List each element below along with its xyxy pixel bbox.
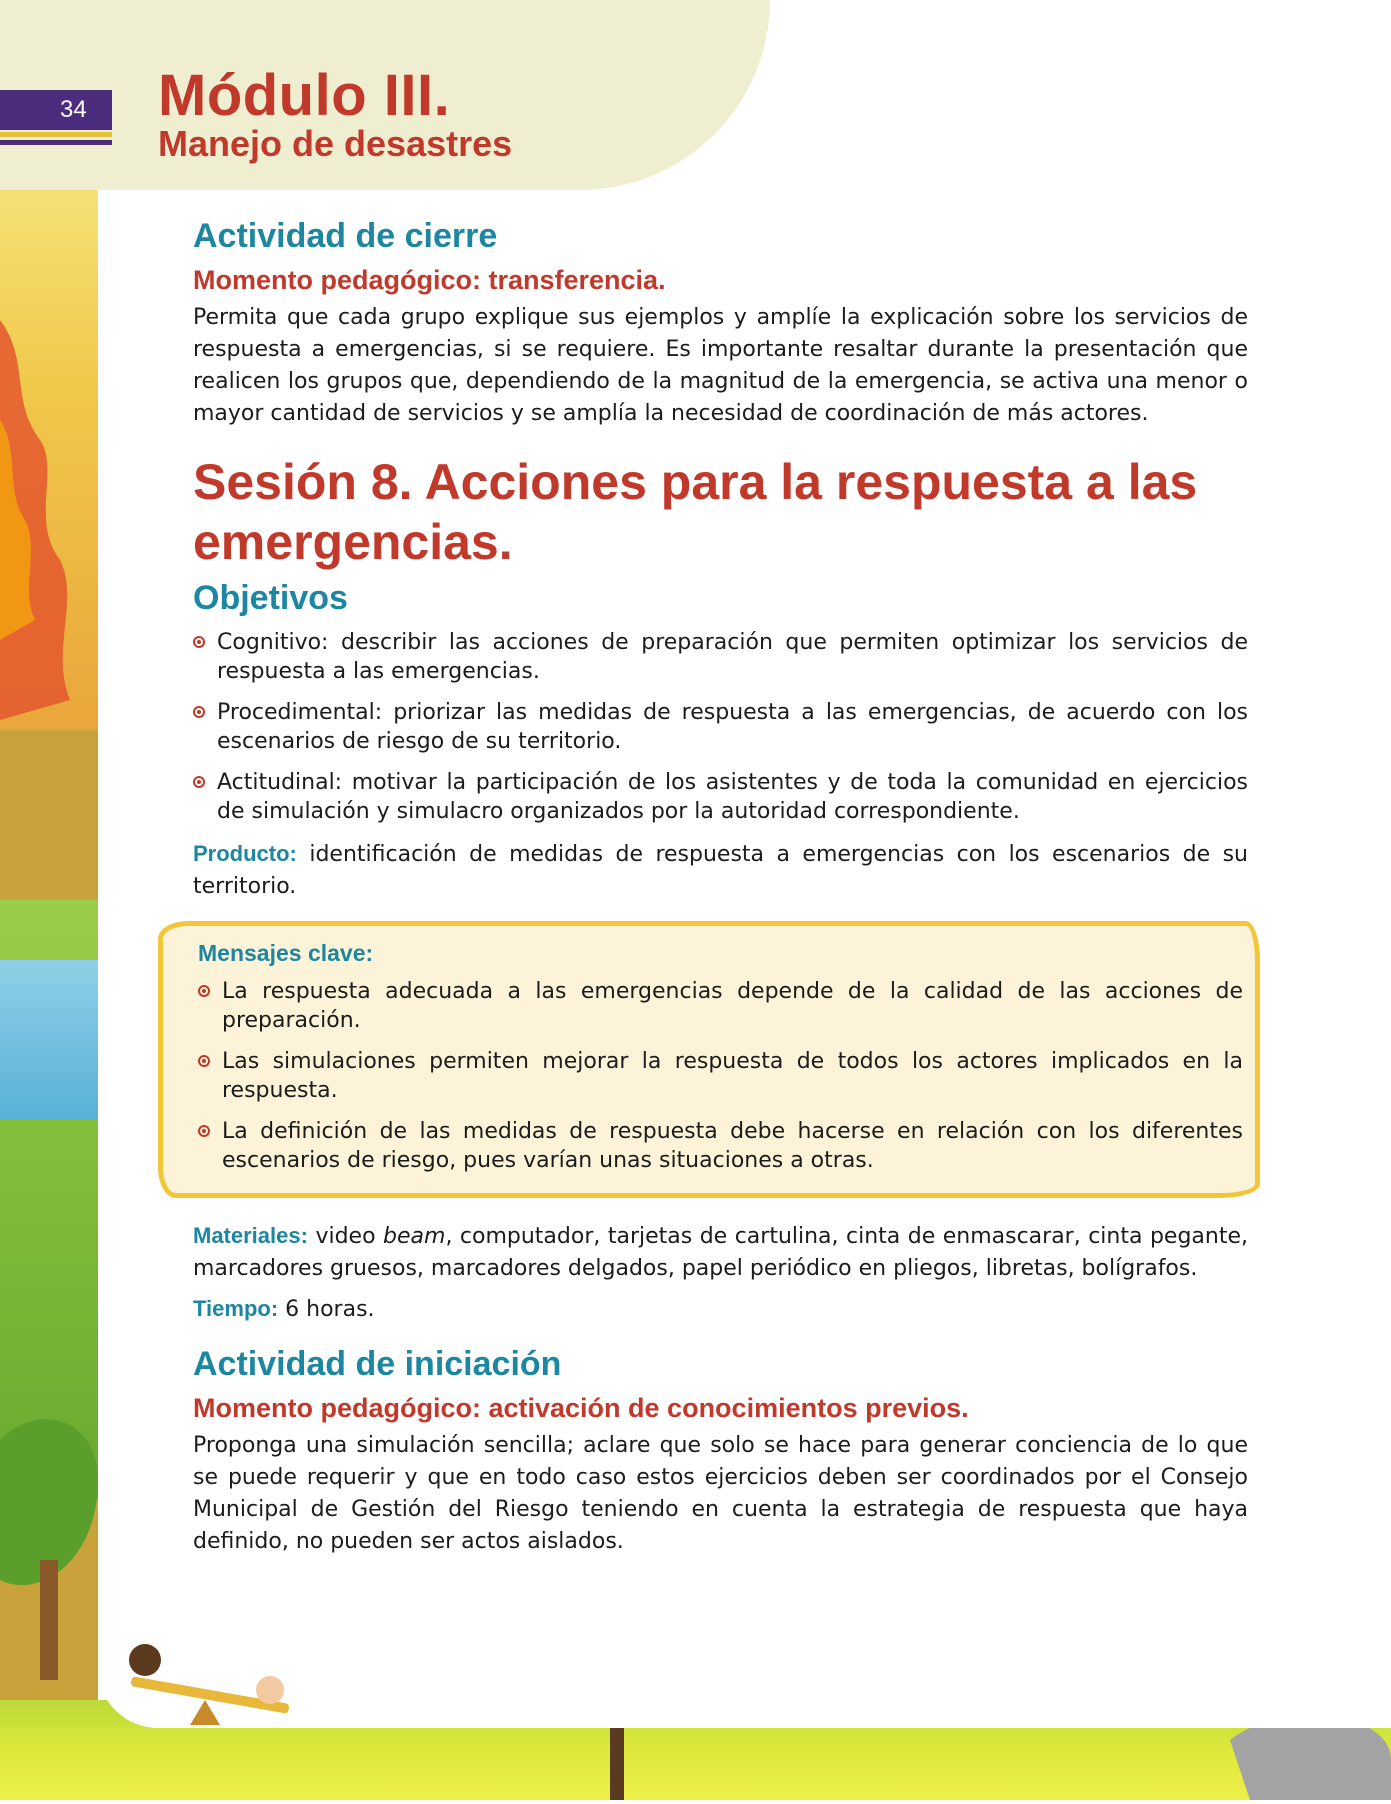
- objective-item: Procedimental: priorizar las medidas de respuesta a las emergencias, de acuerdo con los escenarios de riesgo de su territorio.: [193, 698, 1248, 756]
- time-label: Tiempo:: [193, 1296, 279, 1322]
- target-bullet-icon: [193, 636, 205, 648]
- page-number-badge: [0, 90, 112, 130]
- initiation-moment-heading: Momento pedagógico: activación de conocimientos previos.: [193, 1393, 969, 1424]
- target-bullet-icon: [193, 776, 205, 788]
- materials-italic: beam: [383, 1224, 446, 1250]
- product-paragraph: [193, 838, 1248, 903]
- key-messages-title: Mensajes clave:: [198, 940, 374, 967]
- materials-label: Materiales:: [193, 1223, 308, 1249]
- closing-activity-text: Permita que cada grupo explique sus ejemplos y amplíe la explicación sobre los servicios de respuesta a emergencias, si se requiere. Es importante resaltar durante la presentación que realicen los grupos que, dependiendo de la magnitud de la emergencia, se activa una menor o mayor cantidad de servicios y se amplía la necesidad de coordinación de más actores.: [193, 304, 1248, 426]
- key-message-item: Las simulaciones permiten mejorar la respuesta de todos los actores implicados en la respuesta.: [198, 1047, 1243, 1105]
- product-label: Producto:: [193, 841, 297, 867]
- children-seesaw-icon: [110, 1630, 310, 1730]
- closing-activity-heading: Actividad de cierre: [193, 217, 498, 255]
- materials-paragraph: [193, 1220, 1248, 1285]
- module-subtitle: Manejo de desastres: [158, 123, 513, 164]
- time-paragraph: [193, 1293, 1248, 1326]
- target-bullet-icon: [198, 1125, 210, 1137]
- objectives-list: [193, 628, 1248, 826]
- page-number: 34: [60, 96, 87, 123]
- key-message-item: La definición de las medidas de respuesta debe hacerse en relación con los diferentes escenarios de riesgo, pues varían unas situaciones a otras.: [198, 1117, 1243, 1175]
- main-content: [193, 214, 1248, 1558]
- target-bullet-icon: [198, 1055, 210, 1067]
- key-message-item: La respuesta adecuada a las emergencias depende de la calidad de las acciones de preparación.: [198, 977, 1243, 1035]
- session-title: Sesión 8. Acciones para la respuesta a las emergencias.: [193, 453, 1198, 570]
- key-messages-box: [158, 921, 1260, 1198]
- closing-moment-heading: Momento pedagógico: transferencia.: [193, 265, 666, 296]
- key-messages-list: [198, 977, 1243, 1175]
- initiation-activity-heading: Actividad de iniciación: [193, 1345, 562, 1384]
- materials-pre: video: [315, 1224, 376, 1250]
- flames-illustration: [0, 0, 98, 1800]
- objective-item: Cognitivo: describir las acciones de preparación que permiten optimizar los servicios de respuesta a las emergencias.: [193, 628, 1248, 686]
- left-illustration-strip: [0, 0, 98, 1800]
- target-bullet-icon: [193, 706, 205, 718]
- target-bullet-icon: [198, 985, 210, 997]
- module-title: Módulo III.: [158, 63, 451, 128]
- time-text: 6 horas.: [285, 1297, 375, 1323]
- page-number-stripes: [0, 132, 112, 148]
- objectives-heading: Objetivos: [193, 578, 348, 617]
- initiation-activity-text: Proponga una simulación sencilla; aclare que solo se hace para generar conciencia de lo que se puede requerir y que en todo caso estos ejercicios deben ser coordinados por el Consejo Municipal de Gestión del Riesgo teniendo en cuenta la estrategia de respuesta que haya definido, no pueden ser actos aislados.: [193, 1433, 1248, 1555]
- objective-item: Actitudinal: motivar la participación de los asistentes y de toda la comunidad en ejercicios de simulación y simulacro organizados por la autoridad correspondiente.: [193, 768, 1248, 826]
- product-text: identificación de medidas de respuesta a emergencias con los escenarios de su territorio.: [193, 842, 1248, 900]
- materials-post: , computador, tarjetas de cartulina, cinta de enmascarar, cinta pegante, marcadores gruesos, marcadores delgados, papel periódico en pliegos, libretas, bolígrafos.: [193, 1224, 1248, 1282]
